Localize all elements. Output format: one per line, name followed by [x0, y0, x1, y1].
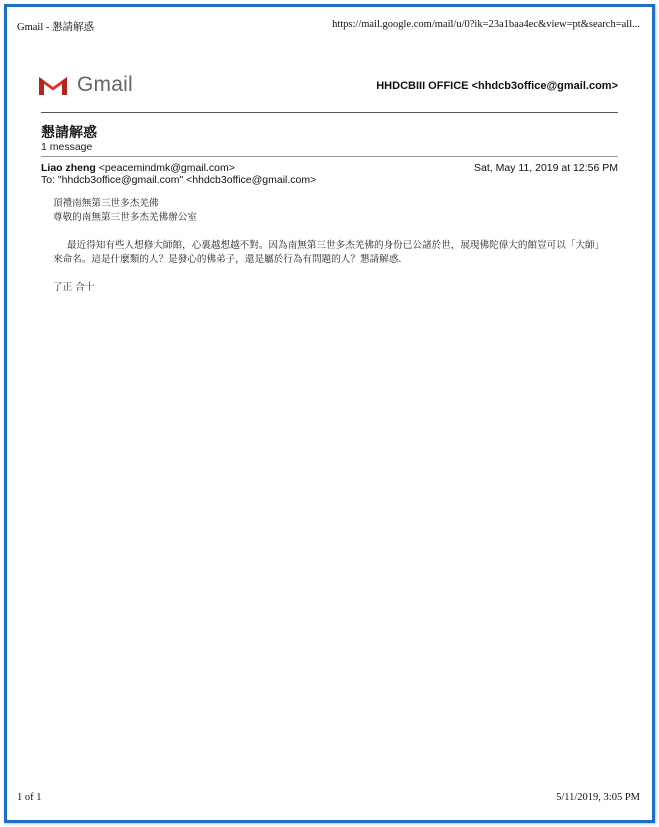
- gmail-m-icon: [37, 73, 69, 97]
- print-title: Gmail - 懇請解惑: [17, 22, 94, 33]
- page-frame: [4, 4, 655, 823]
- printed-timestamp: 5/11/2019, 3:05 PM: [556, 792, 640, 803]
- message-count: 1 message: [41, 141, 93, 153]
- message-body: [53, 197, 613, 295]
- print-url: https://mail.google.com/mail/u/0?ik=23a1baa4ec&view=pt&search=all...: [332, 19, 640, 30]
- print-header: [17, 19, 640, 35]
- gmail-wordmark: Gmail: [77, 73, 133, 96]
- header-divider: [41, 112, 618, 113]
- print-footer: [17, 792, 640, 806]
- sender-line: [41, 162, 235, 174]
- recipient-line: To: "hhdcb3office@gmail.com" <hhdcb3office@gmail.com>: [41, 174, 317, 186]
- sender-name: Liao zheng: [41, 162, 96, 174]
- account-address: HHDCBIII OFFICE <hhdcb3office@gmail.com>: [376, 80, 618, 92]
- sender-email: <peacemindmk@gmail.com>: [98, 162, 235, 174]
- body-paragraph: 最近得知有些人想修大師館，心裏越想越不對。因為南無第三世多杰羌佛的身份已公諸於世，展現佛陀偉大的館豈可以「大師」來命名。這是什麼類的人？是發心的佛弟子，還是屬於行為有問題的人？懇請解惑.: [53, 240, 605, 265]
- message-date: Sat, May 11, 2019 at 12:56 PM: [474, 162, 618, 174]
- thread-divider: [41, 156, 618, 157]
- salutation-line-2: 尊敬的南無第三世多杰羌佛辦公室: [53, 212, 197, 223]
- salutation-line-1: 頂禮南無第三世多杰羌佛: [53, 198, 159, 209]
- thread-subject: 懇請解惑: [41, 125, 97, 141]
- signature: 了正 合十: [53, 282, 95, 293]
- page-count: 1 of 1: [17, 792, 42, 803]
- gmail-logo: [37, 73, 133, 97]
